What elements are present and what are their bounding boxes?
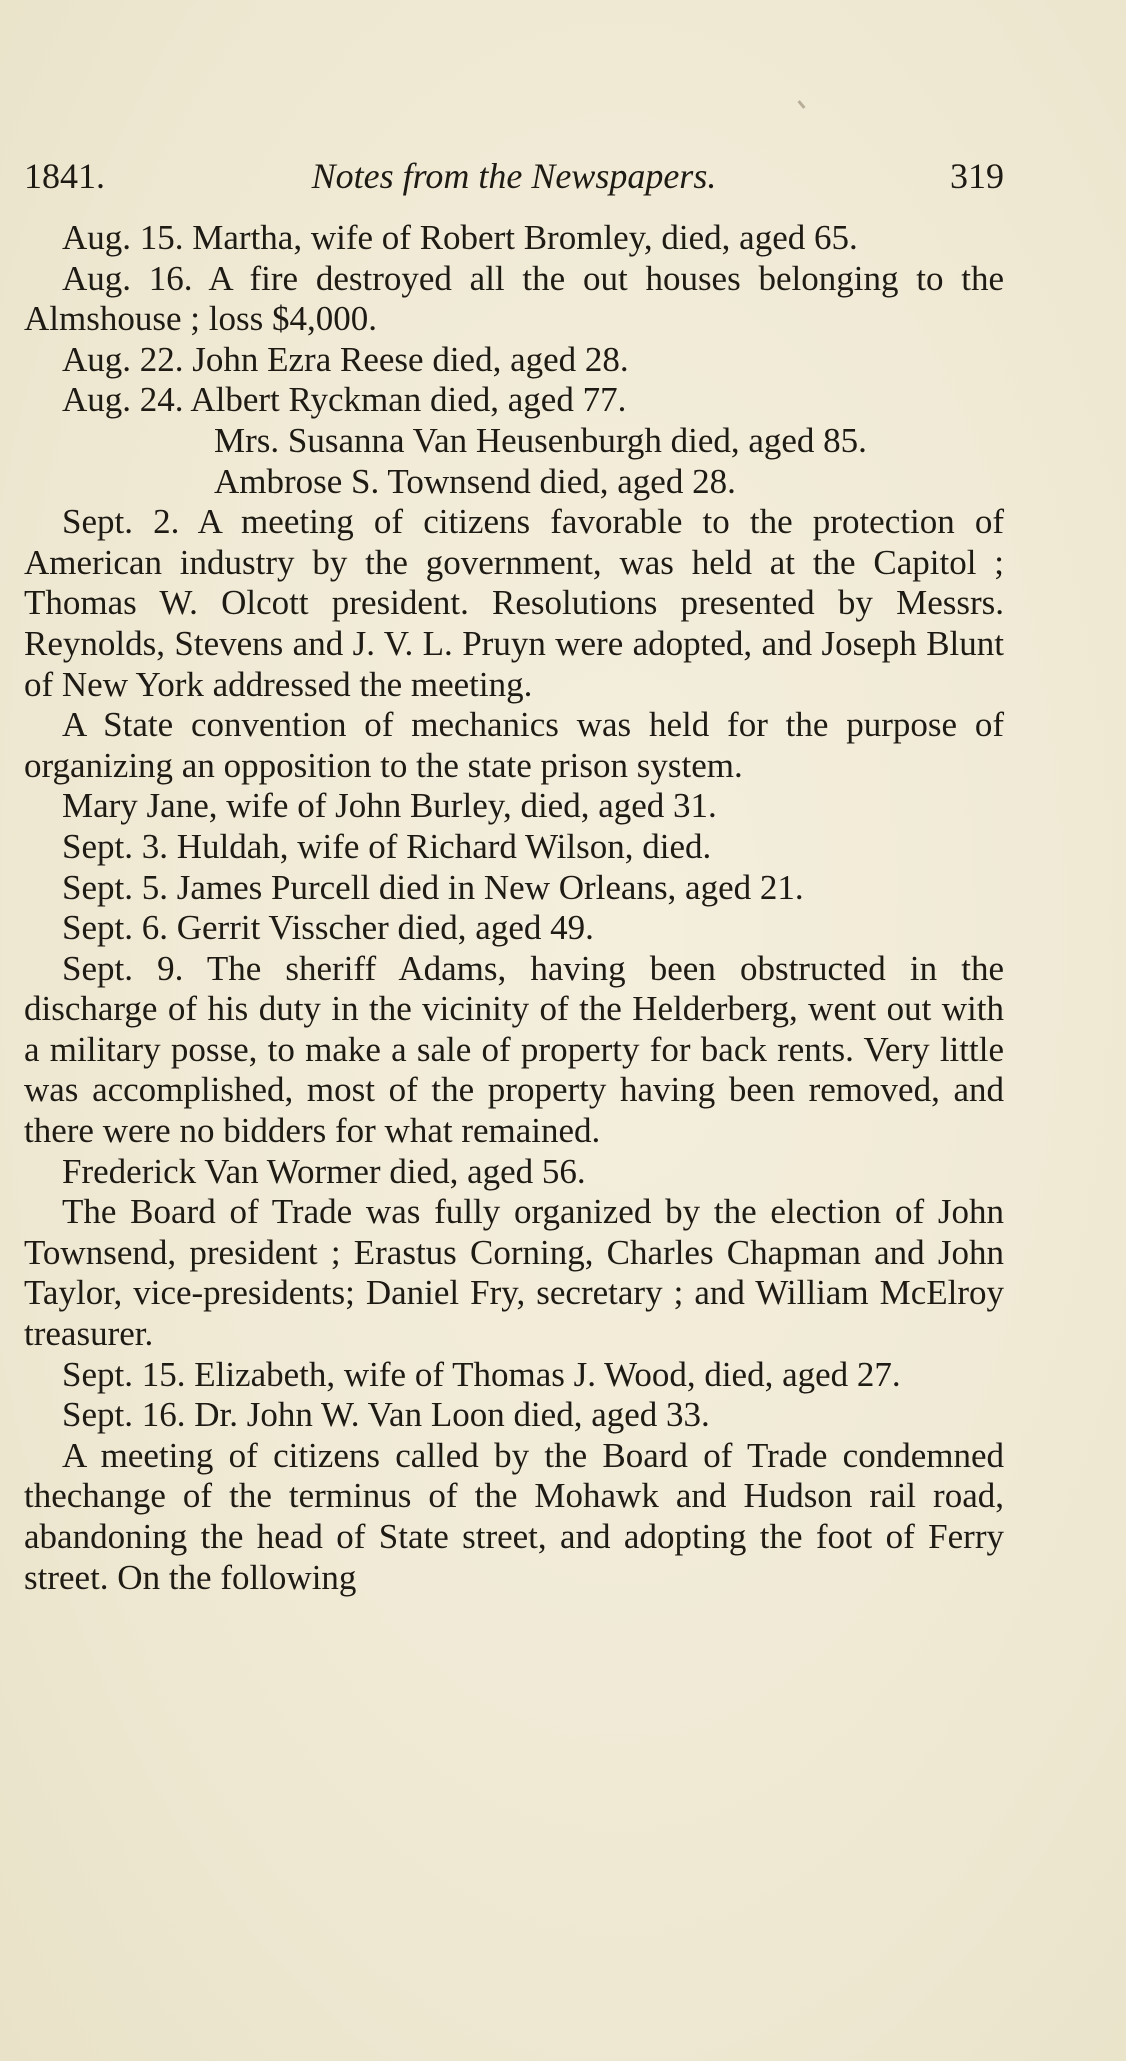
- entry-van-wormer: Frederick Van Wormer died, aged 56.: [62, 1151, 586, 1191]
- header-year: 1841.: [24, 156, 105, 196]
- entry-sept-2: Sept. 2. A meeting of citizens favorable to the protection of American industry by the government, was held at the Capitol ; Thomas W. Olcott president. Resolutions presented by Messrs. Reynolds, Stevens and J. V. L. Pruyn were adopted, and Joseph Blunt of New York addressed the meeting.: [24, 502, 1004, 704]
- entry-aug-16: Aug. 16. A fire destroyed all the out houses belonging to the Almshouse ; loss $4,000.: [24, 258, 1004, 339]
- entry-townsend: Ambrose S. Townsend died, aged 28.: [214, 461, 736, 501]
- entry-aug-24: Aug. 24. Albert Ryckman died, aged 77.: [62, 380, 627, 420]
- entry-board-of-trade: The Board of Trade was fully organized by the election of John Townsend, president ; Erastus Corning, Charles Chapman and John Taylor, vice-presidents; Daniel Fry, secretary ; and William McElroy treasurer.: [24, 1192, 1004, 1354]
- entry-sept-9: Sept. 9. The sheriff Adams, having been obstructed in the discharge of his duty in the vicinity of the Helderberg, went out with a military posse, to make a sale of property for back rents. Very little was accomplished, most of the property having been removed, and there were no bidders for what remained.: [24, 948, 1004, 1151]
- entry-aug-22: Aug. 22. John Ezra Reese died, aged 28.: [62, 339, 629, 379]
- header-title: Notes from the Newspapers.: [311, 156, 717, 196]
- entry-burley: Mary Jane, wife of John Burley, died, aged 31.: [62, 786, 717, 826]
- entry-sept-16: Sept. 16. Dr. John W. Van Loon died, aged 33.: [62, 1395, 710, 1435]
- entry-aug-15: Aug. 15. Martha, wife of Robert Bromley, died, aged 65.: [62, 218, 858, 257]
- page-number: 319: [950, 156, 1004, 196]
- entry-sept-15: Sept. 15. Elizabeth, wife of Thomas J. Wood, died, aged 27.: [62, 1354, 901, 1394]
- entry-rail-road-meeting: A meeting of citizens called by the Board of Trade condemned thechange of the terminus of the Mohawk and Hudson rail road, abandoning the head of State street, and adopting the foot of Ferry street. On the following: [24, 1435, 1004, 1597]
- entry-sept-3: Sept. 3. Huldah, wife of Richard Wilson, died.: [62, 826, 712, 866]
- running-header: [24, 150, 1004, 202]
- page-body: [24, 218, 1004, 1598]
- entry-van-heusenburgh: Mrs. Susanna Van Heusenburgh died, aged 85.: [214, 420, 867, 460]
- entry-sept-5: Sept. 5. James Purcell died in New Orleans, aged 21.: [62, 867, 804, 907]
- entry-sept-6: Sept. 6. Gerrit Visscher died, aged 49.: [62, 908, 594, 948]
- entry-state-convention: A State convention of mechanics was held for the purpose of organizing an opposition to the state prison system.: [24, 705, 1004, 785]
- paper-blemish: [797, 100, 805, 109]
